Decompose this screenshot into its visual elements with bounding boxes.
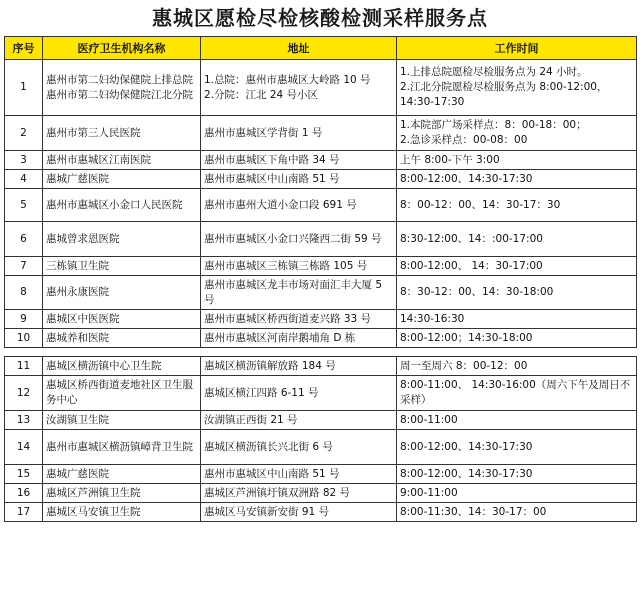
table-row (5, 503, 637, 522)
address (201, 376, 397, 411)
institution-name (43, 257, 201, 276)
address-line: 惠州市惠城区中山南路 51 号 (204, 172, 340, 185)
gap-cell (5, 348, 637, 357)
institution-name-line: 惠州市第二妇幼保健院江北分院 (46, 88, 193, 101)
address-line: 惠城区马安镇新安街 91 号 (204, 505, 330, 518)
working-hours (397, 170, 637, 189)
working-hours (397, 465, 637, 484)
address-line: 汝湖镇正西街 21 号 (204, 413, 298, 426)
institution-name (43, 222, 201, 257)
address (201, 357, 397, 376)
institution-name-line: 三栋镇卫生院 (46, 259, 109, 272)
address-line: 惠城区横江四路 6-11 号 (204, 386, 319, 399)
service-points-table (4, 36, 637, 522)
address-line: 1.总院：惠州市惠城区大岭路 10 号 (204, 73, 371, 86)
institution-name (43, 170, 201, 189)
table-row (5, 357, 637, 376)
row-number: 2 (5, 116, 43, 151)
institution-name (43, 357, 201, 376)
row-number: 7 (5, 257, 43, 276)
address (201, 310, 397, 329)
header-name: 医疗卫生机构名称 (43, 37, 201, 60)
address (201, 276, 397, 310)
table-row (5, 484, 637, 503)
working-hours (397, 329, 637, 348)
working-hours-line: 8:00-11:00、 14:30-16:00（周六下午及周日不采样） (400, 379, 631, 406)
working-hours (397, 503, 637, 522)
working-hours (397, 430, 637, 465)
institution-name-line: 惠城区横沥镇中心卫生院 (46, 359, 162, 372)
address (201, 116, 397, 151)
row-number: 4 (5, 170, 43, 189)
working-hours-line: 周一至周六 8：00-12：00 (400, 359, 528, 372)
table-row (5, 411, 637, 430)
working-hours (397, 310, 637, 329)
institution-name-line: 惠州市第二妇幼保健院上排总院 (46, 73, 193, 86)
working-hours (397, 257, 637, 276)
institution-name (43, 151, 201, 170)
address (201, 329, 397, 348)
institution-name-line: 汝湖镇卫生院 (46, 413, 109, 426)
address-line: 惠州市惠城区小金口兴隆西二街 59 号 (204, 232, 382, 245)
institution-name (43, 484, 201, 503)
working-hours-line: 14:30-16:30 (400, 312, 465, 325)
institution-name-line: 惠城广慈医院 (46, 172, 109, 185)
table-row (5, 465, 637, 484)
address-line: 惠州市惠城区河南岸鹅埔角 D 栋 (204, 331, 356, 344)
address (201, 430, 397, 465)
row-number: 10 (5, 329, 43, 348)
working-hours-line: 2.江北分院愿检尽检服务点为 8:00-12:00， (400, 81, 608, 93)
address (201, 170, 397, 189)
institution-name-line: 惠城养和医院 (46, 331, 109, 344)
working-hours-line: 8:30-12:00、14：:00-17:00 (400, 232, 543, 245)
working-hours-line: 8:00-12:00、 14：30-17:00 (400, 259, 543, 272)
working-hours-line: 8:00-12:00、14:30-17:30 (400, 467, 533, 480)
institution-name-line: 惠城区中医医院 (46, 312, 120, 325)
institution-name-line: 惠州市惠城区横沥镇嶂背卫生院 (46, 440, 193, 453)
table-row (5, 376, 637, 411)
row-number: 15 (5, 465, 43, 484)
address (201, 465, 397, 484)
working-hours-line: 8:00-11:00 (400, 413, 458, 426)
address (201, 484, 397, 503)
institution-name-line: 惠州市第三人民医院 (46, 126, 141, 139)
table-gap (5, 348, 637, 357)
address (201, 60, 397, 116)
institution-name-line: 惠州市惠城区江南医院 (46, 153, 151, 166)
working-hours-line: 上午 8:00-下午 3:00 (400, 153, 500, 166)
row-number: 9 (5, 310, 43, 329)
institution-name (43, 430, 201, 465)
address-line: 惠州市惠城区中山南路 51 号 (204, 467, 340, 480)
institution-name-line: 惠城区马安镇卫生院 (46, 505, 141, 518)
table-row (5, 60, 637, 116)
row-number: 1 (5, 60, 43, 116)
address (201, 411, 397, 430)
row-number: 17 (5, 503, 43, 522)
row-number: 6 (5, 222, 43, 257)
working-hours (397, 222, 637, 257)
working-hours (397, 189, 637, 222)
working-hours-line: 8:00-11:30、14：30-17：00 (400, 505, 547, 518)
address (201, 189, 397, 222)
row-number: 16 (5, 484, 43, 503)
working-hours (397, 60, 637, 116)
address-line: 惠州市惠城区桥西街道麦兴路 33 号 (204, 312, 372, 325)
working-hours (397, 357, 637, 376)
working-hours-line: 8：00-12：00、14：30-17：30 (400, 198, 561, 211)
institution-name-line: 惠城区芦洲镇卫生院 (46, 486, 141, 499)
address-line: 惠城区芦洲镇圩镇双洲路 82 号 (204, 486, 351, 499)
address-line: 惠州市惠州大道小金口段 691 号 (204, 198, 357, 211)
row-number: 3 (5, 151, 43, 170)
address-line: 惠城区横沥镇解放路 184 号 (204, 359, 336, 372)
working-hours (397, 151, 637, 170)
page-title: 惠城区愿检尽检核酸检测采样服务点 (152, 6, 488, 30)
table-row (5, 430, 637, 465)
institution-name-line: 惠州永康医院 (46, 286, 109, 298)
row-number: 11 (5, 357, 43, 376)
address-line: 惠州市惠城区龙丰市场对面汇丰大厦 5 号 (204, 278, 383, 306)
address-line: 惠州市惠城区三栋镇三栋路 105 号 (204, 259, 368, 272)
working-hours-line: 14:30-17:30 (400, 96, 465, 108)
working-hours-line: 2.急诊采样点：00-08：00 (400, 134, 528, 146)
institution-name (43, 465, 201, 484)
institution-name-line: 惠城区桥西街道麦地社区卫生服务中心 (46, 379, 193, 406)
working-hours-line: 8：30-12：00、14：30-18:00 (400, 286, 554, 298)
working-hours-line: 8:00-12:00；14:30-18:00 (400, 331, 533, 344)
institution-name (43, 60, 201, 116)
row-number: 5 (5, 189, 43, 222)
table-row (5, 189, 637, 222)
table-row (5, 329, 637, 348)
working-hours (397, 116, 637, 151)
institution-name (43, 116, 201, 151)
row-number: 8 (5, 276, 43, 310)
institution-name (43, 310, 201, 329)
institution-name-line: 惠州市惠城区小金口人民医院 (46, 198, 183, 211)
address-line: 惠州市惠城区下角中路 34 号 (204, 153, 340, 166)
institution-name-line: 惠城广慈医院 (46, 467, 109, 480)
address-line: 2.分院：江北 24 号小区 (204, 88, 319, 101)
row-number: 14 (5, 430, 43, 465)
working-hours (397, 376, 637, 411)
working-hours (397, 276, 637, 310)
working-hours-line: 1.上排总院愿检尽检服务点为 24 小时。 (400, 66, 588, 78)
address (201, 222, 397, 257)
working-hours-line: 8:00-12:00、14:30-17:30 (400, 172, 533, 185)
institution-name-line: 惠城曾求恩医院 (46, 232, 120, 245)
row-number: 13 (5, 411, 43, 430)
header-row (5, 37, 637, 60)
address (201, 151, 397, 170)
institution-name (43, 276, 201, 310)
row-number: 12 (5, 376, 43, 411)
working-hours-line: 8:00-12:00、14:30-17:30 (400, 440, 533, 453)
institution-name (43, 189, 201, 222)
working-hours (397, 411, 637, 430)
institution-name (43, 411, 201, 430)
working-hours-line: 9:00-11:00 (400, 486, 458, 499)
working-hours-line: 1.本院部广场采样点：8：00-18：00； (400, 119, 587, 131)
institution-name (43, 503, 201, 522)
header-hours: 工作时间 (397, 37, 637, 60)
address-line: 惠城区横沥镇长兴北街 6 号 (204, 440, 333, 453)
institution-name (43, 376, 201, 411)
table-row (5, 276, 637, 310)
table-row (5, 310, 637, 329)
table-row (5, 222, 637, 257)
working-hours (397, 484, 637, 503)
address (201, 503, 397, 522)
address (201, 257, 397, 276)
header-address: 地址 (201, 37, 397, 60)
header-no: 序号 (5, 37, 43, 60)
table-row (5, 170, 637, 189)
table-row (5, 116, 637, 151)
address-line: 惠州市惠城区学背街 1 号 (204, 126, 323, 139)
table-row (5, 257, 637, 276)
table-row (5, 151, 637, 170)
institution-name (43, 329, 201, 348)
